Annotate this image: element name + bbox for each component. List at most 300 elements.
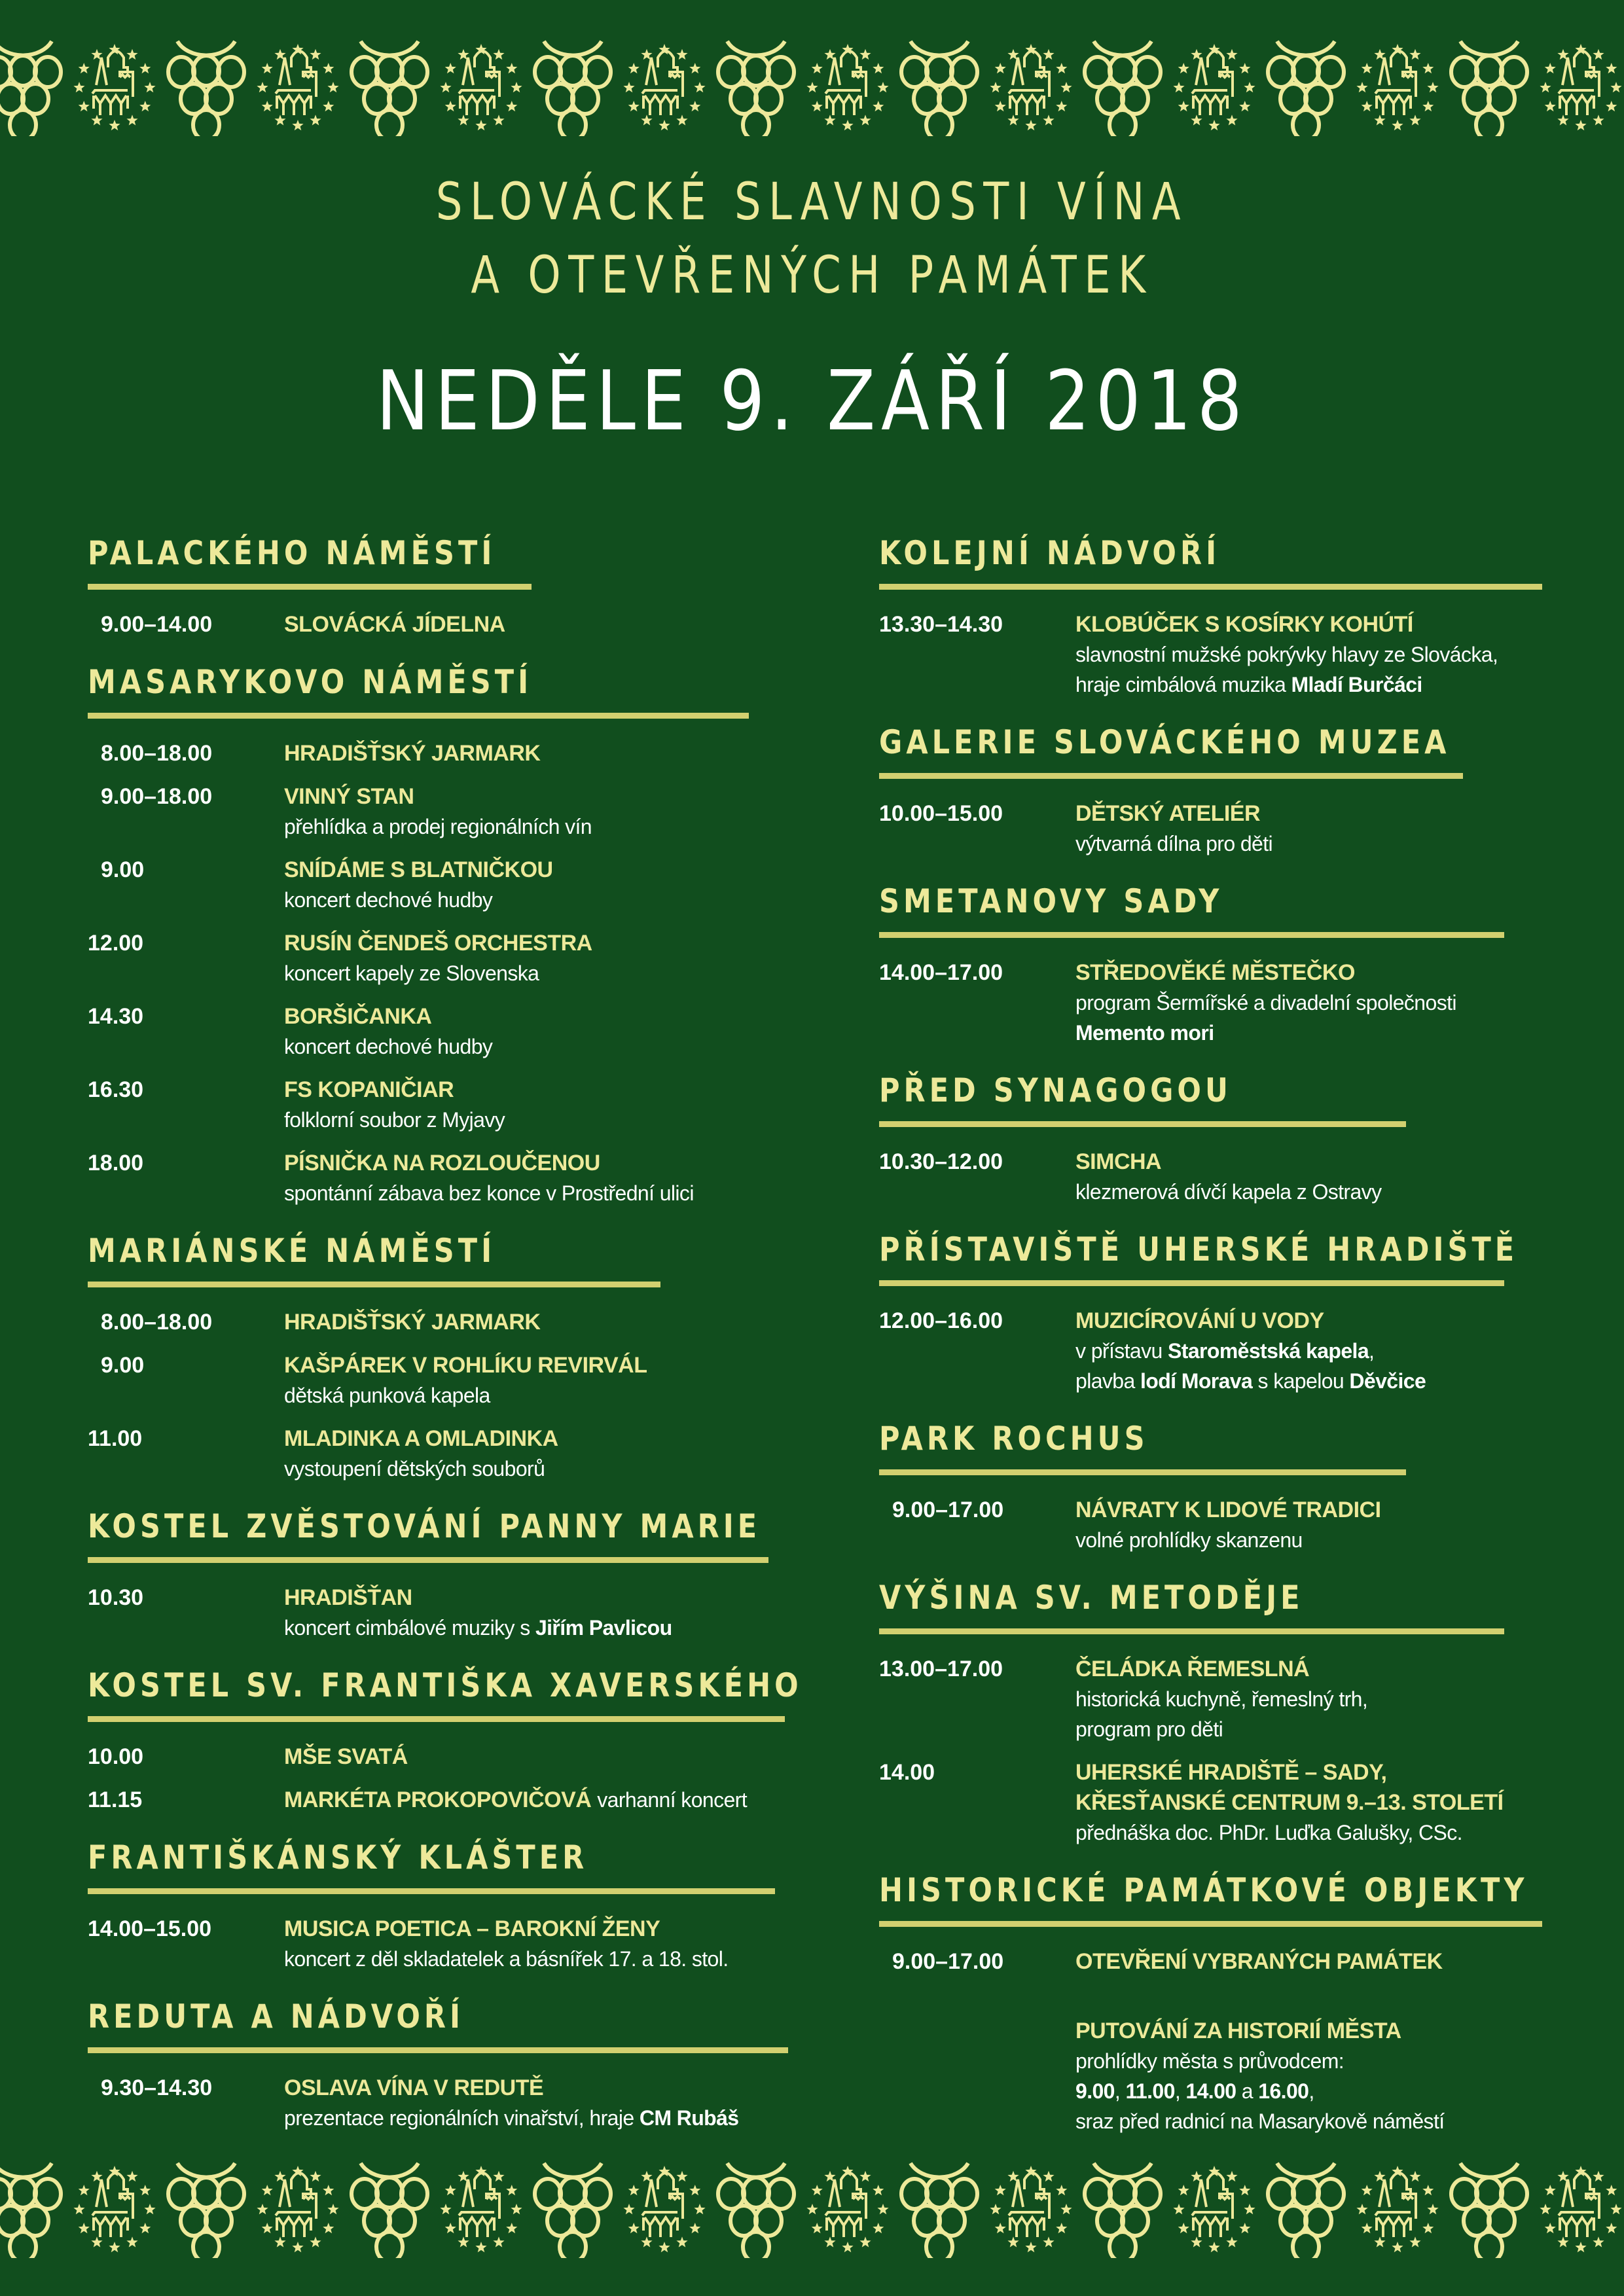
star-icon <box>91 2236 102 2247</box>
event-body <box>1075 1946 1599 1977</box>
town-skyline-stars-icon <box>1356 44 1438 130</box>
event-time: 9.00 <box>101 857 145 882</box>
star-icon <box>323 2223 334 2233</box>
star-icon <box>262 63 273 73</box>
star-icon <box>1540 82 1551 92</box>
star-icon <box>493 2171 504 2181</box>
grape-cluster-icon <box>901 2163 977 2258</box>
star-icon <box>877 2204 888 2214</box>
star-icon <box>262 101 273 111</box>
program-item <box>879 1147 1599 1207</box>
star-icon <box>676 2171 687 2181</box>
star-icon <box>623 2204 634 2214</box>
town-skyline-stars-icon <box>1173 44 1255 130</box>
event-title: HRADIŠŤAN <box>284 1585 412 1610</box>
star-icon <box>812 101 823 111</box>
heading-underline <box>88 1282 660 1287</box>
location-heading: PALACKÉHO NÁMĚSTÍ <box>88 534 496 572</box>
text-run: plavba <box>1075 1369 1140 1393</box>
event-title: PUTOVÁNÍ ZA HISTORIÍ MĚSTA <box>1075 2018 1401 2043</box>
star-icon <box>506 63 517 73</box>
star-icon <box>139 2185 151 2195</box>
event-body <box>1075 1757 1599 1848</box>
event-title: MUZICÍROVÁNÍ U VODY <box>1075 1308 1324 1333</box>
star-icon <box>139 63 151 73</box>
star-icon <box>873 2223 884 2233</box>
location-section <box>88 1666 808 1815</box>
star-icon <box>1025 120 1036 130</box>
event-body <box>1075 958 1599 1048</box>
star-icon <box>641 115 652 125</box>
event-title: FS KOPANIČIAR <box>284 1077 454 1102</box>
grape-cluster-icon <box>352 41 427 136</box>
grape-cluster-icon <box>1451 41 1527 136</box>
heading-underline <box>879 1628 1504 1634</box>
star-icon <box>1540 2204 1551 2214</box>
star-icon <box>1557 115 1568 125</box>
event-title: MLADINKA A OMLADINKA <box>284 1426 558 1451</box>
festival-title-line-2: A OTEVŘENÝCH PAMÁTEK <box>471 246 1153 305</box>
event-body <box>284 1307 808 1337</box>
program-item <box>88 1148 808 1208</box>
star-icon <box>1409 49 1420 60</box>
star-icon <box>873 63 884 73</box>
star-icon <box>440 2204 451 2214</box>
program-item <box>879 958 1599 1048</box>
event-title: KAŠPÁREK V ROHLÍKU REVIRVÁL <box>284 1353 647 1378</box>
heading-underline <box>879 1121 1406 1127</box>
bold-name: Memento mori <box>1075 1021 1214 1045</box>
star-icon <box>1178 63 1189 73</box>
text-run: v přístavu <box>1075 1339 1168 1363</box>
bold-name: 9.00 <box>1075 2079 1115 2103</box>
event-body <box>284 1742 808 1772</box>
star-icon <box>126 2171 137 2181</box>
event-body <box>284 609 808 639</box>
event-description <box>1075 1336 1599 1366</box>
event-time <box>879 2016 1075 2136</box>
event-title: MARKÉTA PROKOPOVIČOVÁ varhanní koncert <box>284 1787 748 1812</box>
star-icon <box>1178 2185 1189 2195</box>
star-icon <box>1043 2171 1054 2181</box>
star-icon <box>79 2185 90 2195</box>
star-icon <box>628 2185 640 2195</box>
star-icon <box>1392 2242 1403 2252</box>
event-body <box>1075 1147 1599 1207</box>
star-icon <box>310 2171 321 2181</box>
heading-underline <box>879 1280 1504 1286</box>
star-icon <box>1178 2223 1189 2233</box>
grape-cluster-icon <box>718 41 794 136</box>
bold-name: 14.00 <box>1185 2079 1236 2103</box>
star-icon <box>1173 82 1184 92</box>
star-icon <box>1043 49 1054 60</box>
location-section <box>879 534 1599 700</box>
program-item <box>88 1424 808 1484</box>
program-item <box>88 781 808 842</box>
event-title: DĚTSKÝ ATELIÉR <box>1075 801 1261 826</box>
location-section <box>879 1230 1599 1396</box>
program-item <box>879 609 1599 700</box>
star-icon <box>126 49 137 60</box>
event-time: 9.00 <box>101 1353 145 1378</box>
star-icon <box>506 2223 517 2233</box>
event-description: volné prohlídky skanzenu <box>1075 1528 1303 1552</box>
grape-cluster-icon <box>1451 2163 1527 2258</box>
star-icon <box>1056 2223 1067 2233</box>
star-icon <box>824 115 835 125</box>
star-icon <box>1226 49 1237 60</box>
town-skyline-stars-icon <box>623 2166 705 2252</box>
star-icon <box>1593 49 1604 60</box>
star-icon <box>445 2223 456 2233</box>
event-body <box>284 928 808 988</box>
star-icon <box>493 49 504 60</box>
event-title: HRADIŠŤSKÝ JARMARK <box>284 741 541 766</box>
town-skyline-stars-icon <box>73 2166 155 2252</box>
star-icon <box>327 2204 338 2214</box>
program-item <box>88 1350 808 1410</box>
star-icon <box>806 2204 818 2214</box>
location-section <box>879 723 1599 859</box>
star-icon <box>1362 2223 1373 2233</box>
star-icon <box>995 2185 1006 2195</box>
star-icon <box>990 2204 1001 2214</box>
location-section <box>88 663 808 1208</box>
event-time: 10.00 <box>88 1744 144 1769</box>
star-icon <box>1427 82 1438 92</box>
star-icon <box>1593 2171 1604 2181</box>
text-run: a <box>1236 2079 1259 2103</box>
grape-cluster-icon <box>0 41 61 136</box>
event-time: 14.30 <box>88 1004 144 1029</box>
star-icon <box>1422 2185 1434 2195</box>
town-skyline-stars-icon <box>257 2166 338 2252</box>
event-time: 9.00–14.00 <box>101 612 213 637</box>
location-section <box>88 534 808 639</box>
heading-underline <box>88 584 532 590</box>
star-icon <box>1056 63 1067 73</box>
star-icon <box>689 101 700 111</box>
star-icon <box>1362 63 1373 73</box>
star-icon <box>1239 2185 1250 2195</box>
grape-cluster-icon <box>168 41 244 136</box>
text-run: koncert cimbálové muziky s <box>284 1616 535 1640</box>
star-icon <box>1422 63 1434 73</box>
program-item <box>88 928 808 988</box>
town-skyline-stars-icon <box>1173 2166 1255 2252</box>
event-time: 8.00–18.00 <box>101 741 213 766</box>
star-icon <box>1226 2171 1237 2181</box>
location-heading: VÝŠINA SV. METODĚJE <box>879 1579 1304 1617</box>
bold-name: 16.00 <box>1258 2079 1309 2103</box>
bold-name: CM Rubáš <box>639 2106 739 2130</box>
star-icon <box>1060 2204 1072 2214</box>
event-title: ČELÁDKA ŘEMESLNÁ <box>1075 1657 1310 1681</box>
star-icon <box>144 2204 155 2214</box>
location-section <box>88 1841 808 1974</box>
star-icon <box>806 82 818 92</box>
star-icon <box>812 2185 823 2195</box>
event-title: SNÍDÁME S BLATNIČKOU <box>284 857 553 882</box>
event-body <box>1075 1654 1599 1744</box>
star-icon <box>859 49 871 60</box>
event-description-line-2 <box>1075 670 1599 700</box>
star-icon <box>1606 101 1617 111</box>
location-heading: MARIÁNSKÉ NÁMĚSTÍ <box>88 1232 496 1270</box>
bold-name: Jiřím Pavlicou <box>535 1616 672 1640</box>
star-icon <box>1575 2242 1586 2252</box>
event-time: 11.00 <box>88 1426 143 1451</box>
grape-cluster-icon <box>535 2163 611 2258</box>
event-time: 10.00–15.00 <box>879 801 1003 826</box>
star-icon <box>1173 2204 1184 2214</box>
star-icon <box>327 82 338 92</box>
event-title: OTEVŘENÍ VYBRANÝCH PAMÁTEK <box>1075 1949 1443 1974</box>
grape-cluster-icon <box>352 2163 427 2258</box>
star-icon <box>1409 2171 1420 2181</box>
star-icon <box>689 63 700 73</box>
event-description: klezmerová dívčí kapela z Ostravy <box>1075 1180 1382 1204</box>
decorative-border-top <box>0 38 1624 136</box>
star-icon <box>475 120 486 130</box>
star-icon <box>1422 2223 1434 2233</box>
event-title: PÍSNIČKA NA ROZLOUČENOU <box>284 1151 600 1175</box>
event-description: přehlídka a prodej regionálních vín <box>284 815 592 838</box>
heading-underline <box>88 2047 788 2053</box>
star-icon <box>859 2171 871 2181</box>
star-icon <box>1409 2236 1420 2247</box>
program-item <box>88 2073 808 2133</box>
star-icon <box>458 115 469 125</box>
program-item <box>88 1583 808 1643</box>
town-skyline-stars-icon <box>806 44 888 130</box>
heading-underline <box>879 1921 1542 1927</box>
event-title: SLOVÁCKÁ JÍDELNA <box>284 612 505 637</box>
town-skyline-stars-icon <box>990 44 1072 130</box>
star-icon <box>511 2204 522 2214</box>
star-icon <box>445 2185 456 2195</box>
star-icon <box>1244 2204 1255 2214</box>
star-icon <box>1056 101 1067 111</box>
star-icon <box>1545 101 1556 111</box>
location-heading: HISTORICKÉ PAMÁTKOVÉ OBJEKTY <box>879 1871 1528 1909</box>
event-time: 13.00–17.00 <box>879 1657 1003 1681</box>
star-icon <box>1356 82 1367 92</box>
town-skyline-stars-icon <box>806 2166 888 2252</box>
star-icon <box>1191 115 1202 125</box>
star-icon <box>1362 101 1373 111</box>
star-icon <box>1409 115 1420 125</box>
event-description: folklorní soubor z Myjavy <box>284 1108 505 1132</box>
event-body <box>284 855 808 915</box>
star-icon <box>506 101 517 111</box>
event-time: 10.30 <box>88 1585 144 1610</box>
star-icon <box>274 2236 285 2247</box>
program-item <box>88 1075 808 1135</box>
event-time: 12.00–16.00 <box>879 1308 1003 1333</box>
star-icon <box>506 2185 517 2195</box>
star-icon <box>91 115 102 125</box>
star-icon <box>623 82 634 92</box>
star-icon <box>689 2185 700 2195</box>
star-icon <box>1545 2185 1556 2195</box>
town-skyline-stars-icon <box>1356 2166 1438 2252</box>
event-description-line-2: program pro děti <box>1075 1717 1223 1741</box>
grape-cluster-icon <box>1268 2163 1344 2258</box>
star-icon <box>445 63 456 73</box>
star-icon <box>1392 120 1403 130</box>
location-heading: PŘÍSTAVIŠTĚ UHERSKÉ HRADIŠTĚ <box>879 1230 1519 1268</box>
location-heading: KOLEJNÍ NÁDVOŘÍ <box>879 534 1221 572</box>
event-body <box>1075 1306 1599 1396</box>
location-heading: KOSTEL ZVĚSTOVÁNÍ PANNY MARIE <box>88 1507 761 1545</box>
town-skyline-stars-icon <box>1540 44 1621 130</box>
location-heading: PŘED SYNAGOGOU <box>879 1071 1232 1109</box>
event-body <box>1075 1495 1599 1555</box>
star-icon <box>257 2204 268 2214</box>
program-item <box>879 1757 1599 1848</box>
star-icon <box>126 115 137 125</box>
star-icon <box>659 2242 670 2252</box>
event-time: 14.00–17.00 <box>879 960 1003 985</box>
star-icon <box>1427 2204 1438 2214</box>
star-icon <box>694 82 705 92</box>
event-time: 9.00–17.00 <box>892 1949 1004 1974</box>
program-item <box>88 1742 808 1772</box>
star-icon <box>689 2223 700 2233</box>
grape-cluster-icon <box>1268 41 1344 136</box>
program-item <box>879 798 1599 859</box>
star-icon <box>995 101 1006 111</box>
star-icon <box>310 2236 321 2247</box>
location-section <box>879 1871 1599 2136</box>
tour-times <box>1075 2076 1599 2106</box>
location-section <box>879 882 1599 1048</box>
star-icon <box>144 82 155 92</box>
star-icon <box>1226 115 1237 125</box>
program-item <box>88 1785 808 1815</box>
grape-cluster-icon <box>718 2163 794 2258</box>
star-icon <box>1356 2204 1367 2214</box>
star-icon <box>262 2223 273 2233</box>
event-description: přednáška doc. PhDr. Luďka Galušky, CSc. <box>1075 1821 1462 1844</box>
star-icon <box>262 2185 273 2195</box>
location-section <box>879 1071 1599 1207</box>
star-icon <box>292 120 303 130</box>
town-skyline-stars-icon <box>440 44 522 130</box>
event-description <box>284 2103 808 2133</box>
event-time: 9.00–17.00 <box>892 1498 1004 1522</box>
star-icon <box>1422 101 1434 111</box>
star-icon <box>73 82 84 92</box>
star-icon <box>859 2236 871 2247</box>
location-heading: SMETANOVY SADY <box>879 882 1223 920</box>
star-icon <box>1060 82 1072 92</box>
grape-cluster-icon <box>1085 2163 1161 2258</box>
event-body <box>284 1583 808 1643</box>
star-icon <box>877 82 888 92</box>
program-item <box>879 2016 1599 2136</box>
program-item <box>879 1946 1599 1977</box>
event-title: MŠE SVATÁ <box>284 1744 408 1769</box>
star-icon <box>694 2204 705 2214</box>
star-icon <box>812 63 823 73</box>
star-icon <box>1557 2236 1568 2247</box>
event-time: 18.00 <box>88 1151 144 1175</box>
star-icon <box>1545 63 1556 73</box>
star-icon <box>274 115 285 125</box>
event-title: MUSICA POETICA – BAROKNÍ ŽENY <box>284 1916 660 1941</box>
program-item <box>879 1495 1599 1555</box>
star-icon <box>628 2223 640 2233</box>
event-time: 9.30–14.30 <box>101 2075 213 2100</box>
location-section <box>88 1507 808 1643</box>
star-icon <box>458 2236 469 2247</box>
event-title: VINNÝ STAN <box>284 784 414 809</box>
heading-underline <box>88 1888 775 1894</box>
star-icon <box>1545 2223 1556 2233</box>
event-description: koncert kapely ze Slovenska <box>284 961 539 985</box>
star-icon <box>1007 2236 1019 2247</box>
event-description: historická kuchyně, řemeslný trh, <box>1075 1687 1368 1711</box>
star-icon <box>1610 82 1621 92</box>
text-run: , <box>1369 1339 1375 1363</box>
location-section <box>879 1422 1599 1555</box>
star-icon <box>641 2236 652 2247</box>
decorative-border-bottom <box>0 2160 1624 2258</box>
event-title-line-2: KŘESŤANSKÉ CENTRUM 9.–13. STOLETÍ <box>1075 1790 1504 1815</box>
star-icon <box>440 82 451 92</box>
event-title: OSLAVA VÍNA V REDUTĚ <box>284 2075 544 2100</box>
program-item <box>879 1654 1599 1744</box>
star-icon <box>1374 115 1385 125</box>
star-icon <box>323 101 334 111</box>
event-title: UHERSKÉ HRADIŠTĚ – SADY, <box>1075 1760 1387 1785</box>
star-icon <box>139 101 151 111</box>
star-icon <box>1043 115 1054 125</box>
event-body <box>1075 798 1599 859</box>
event-time: 10.30–12.00 <box>879 1149 1003 1174</box>
town-skyline-stars-icon <box>73 44 155 130</box>
star-icon <box>139 2223 151 2233</box>
star-icon <box>257 82 268 92</box>
grape-cluster-icon <box>535 41 611 136</box>
heading-underline <box>879 1469 1406 1475</box>
star-icon <box>1593 2236 1604 2247</box>
event-description: prohlídky města s průvodcem: <box>1075 2049 1344 2073</box>
star-icon <box>1362 2185 1373 2195</box>
star-icon <box>1043 2236 1054 2247</box>
event-time: 11.15 <box>88 1787 143 1812</box>
event-body <box>284 2073 808 2133</box>
event-description-line-2 <box>1075 1366 1599 1396</box>
grape-cluster-icon <box>901 41 977 136</box>
event-time: 13.30–14.30 <box>879 612 1003 637</box>
heading-underline <box>88 713 749 719</box>
event-body <box>284 738 808 768</box>
star-icon <box>824 2236 835 2247</box>
program-item <box>88 609 808 639</box>
event-date: NEDĚLE 9. ZÁŘÍ 2018 <box>376 353 1248 449</box>
star-icon <box>310 115 321 125</box>
star-icon <box>1244 82 1255 92</box>
border-pattern <box>0 2160 1624 2258</box>
bold-name: Staroměstská kapela <box>1168 1339 1369 1363</box>
heading-underline <box>879 932 1504 938</box>
event-body <box>284 1914 808 1974</box>
program-column-left <box>88 534 808 2159</box>
